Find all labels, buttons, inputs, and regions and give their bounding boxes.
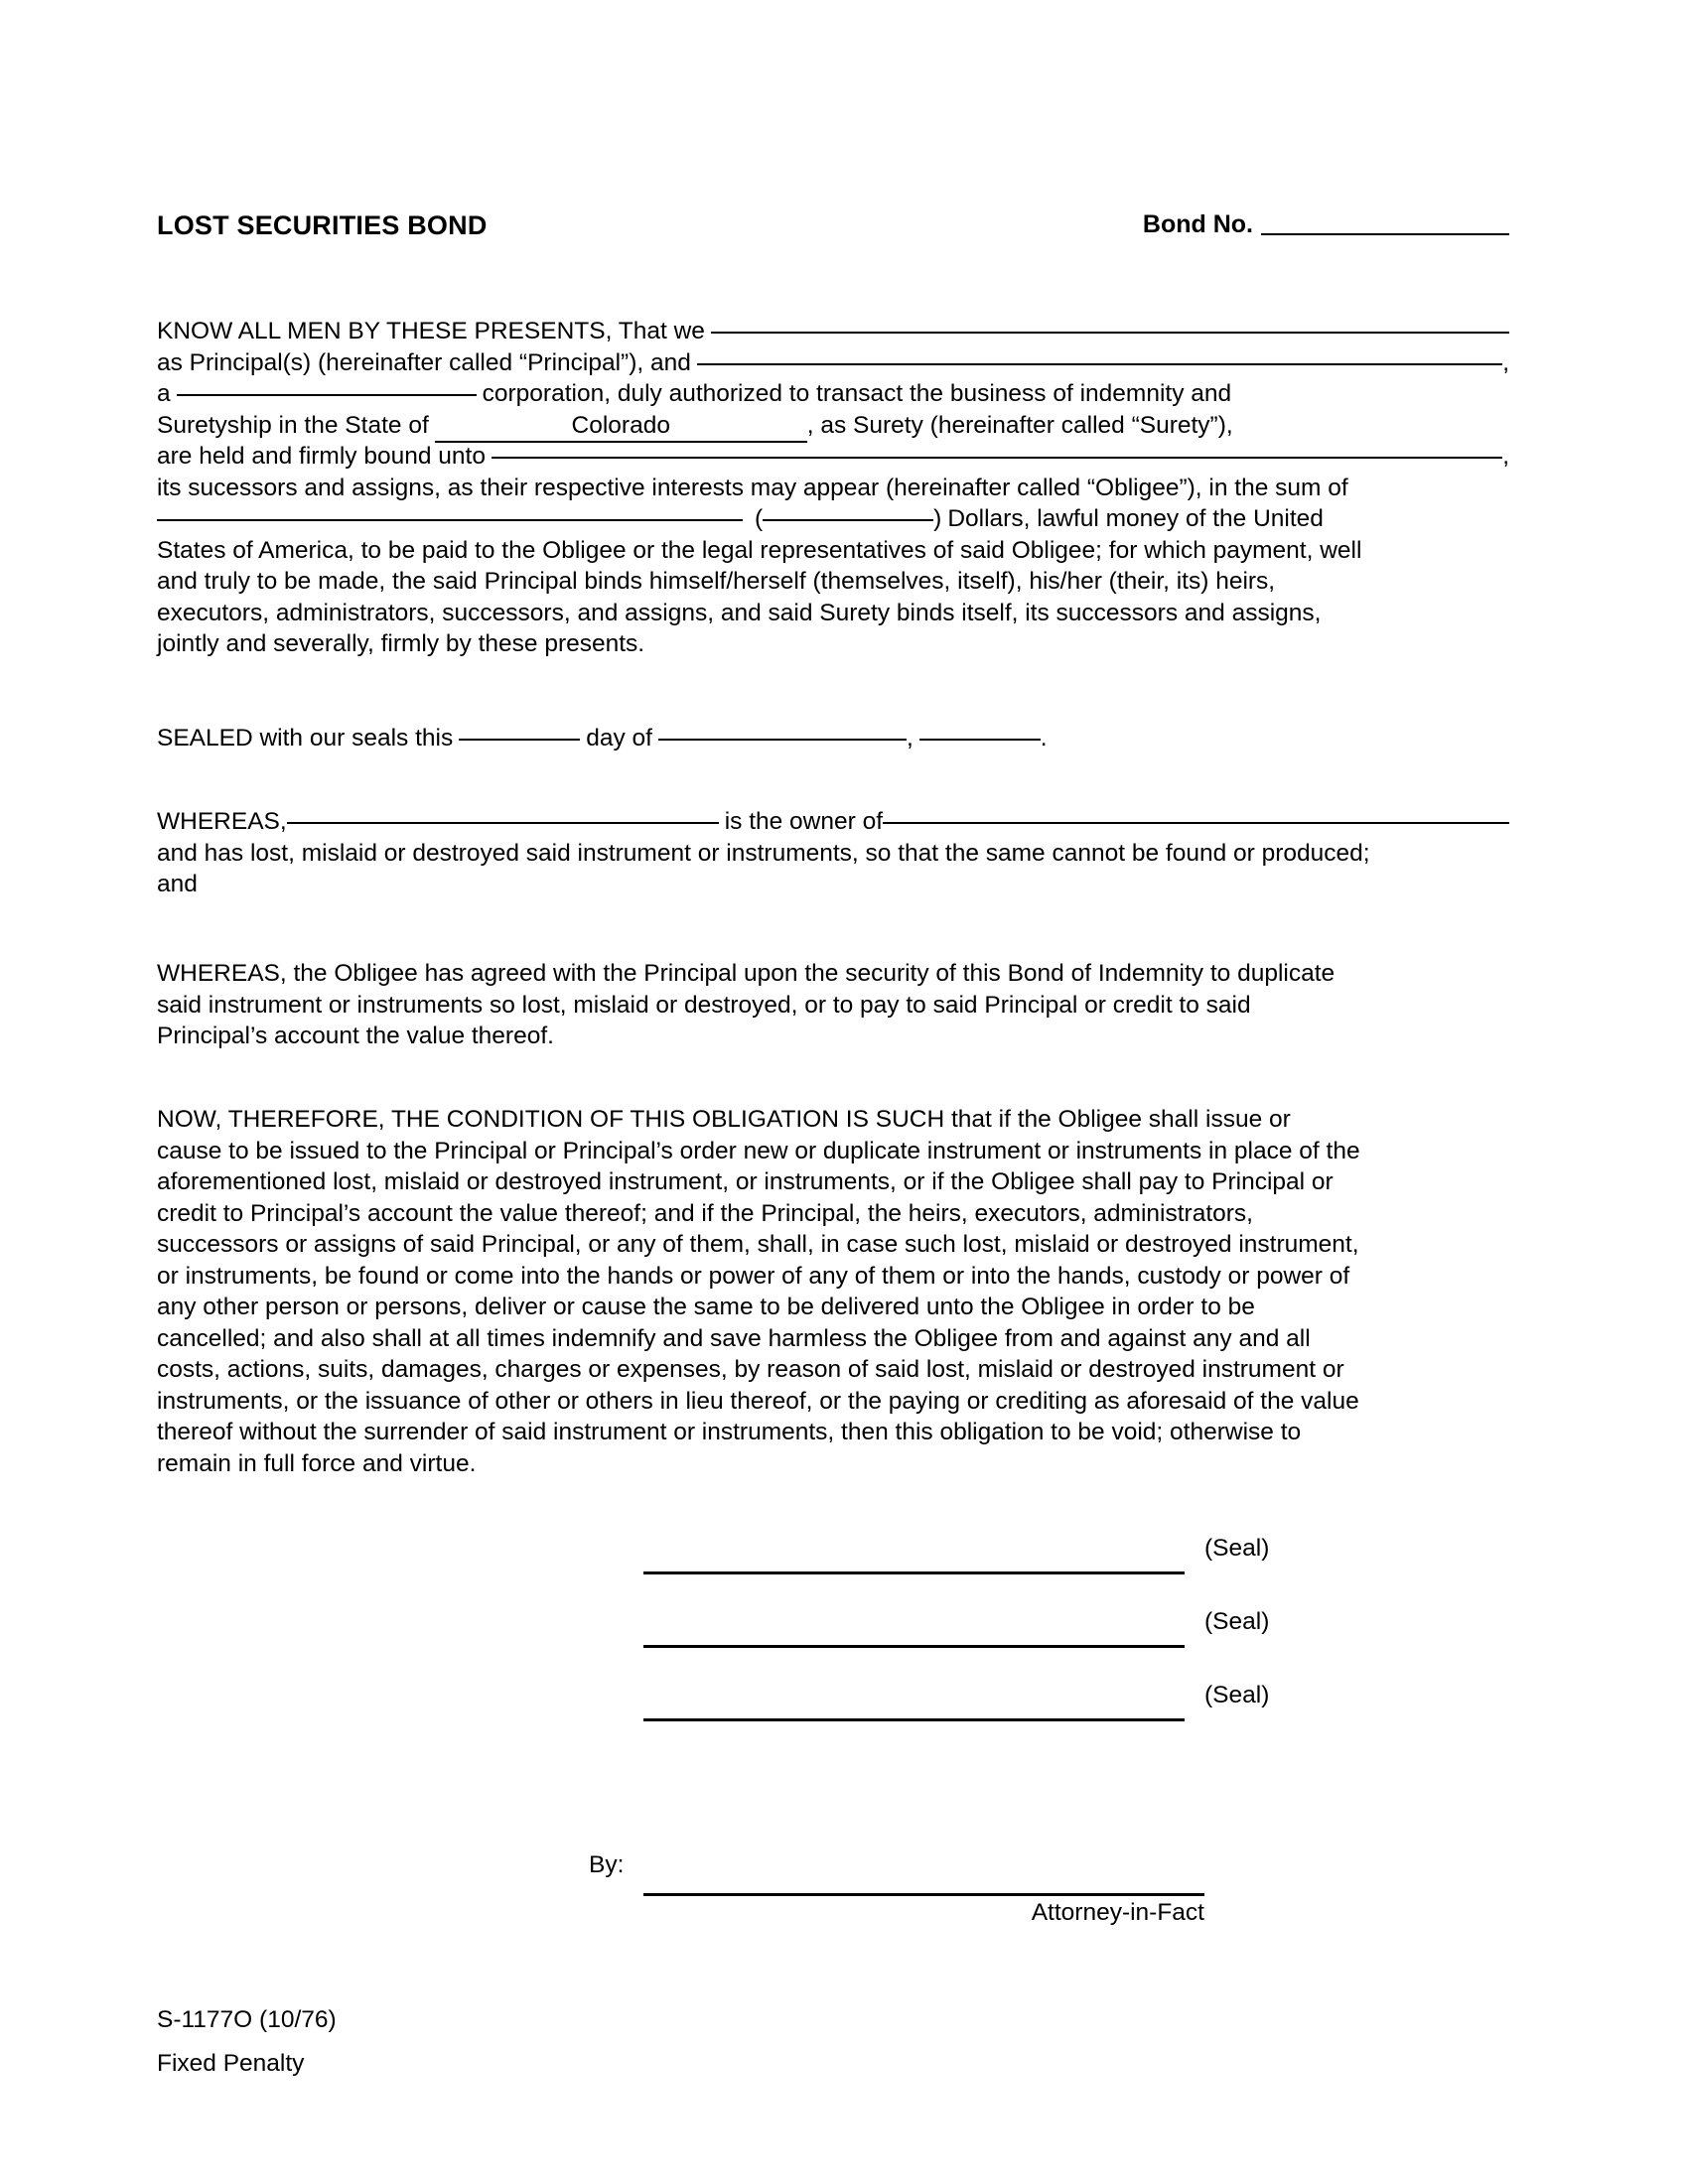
condition-line-6: or instruments, be found or come into the hands or power of any of them or into the hands, custody or power of — [157, 1262, 1350, 1290]
sealed-midtext: day of — [586, 725, 652, 751]
sealed-period: . — [1040, 725, 1048, 751]
condition-line-10: instruments, or the issuance of other or others in lieu thereof, or the paying or crediting as aforesaid of the value — [157, 1387, 1359, 1415]
seal-label-1: (Seal) — [1204, 1535, 1270, 1562]
condition-line-7: any other person or persons, deliver or cause the same to be delivered unto the Obligee in order to be — [157, 1294, 1255, 1320]
recital-line-4-text: , as Surety (hereinafter called “Surety”), — [806, 411, 1233, 439]
form-number: S-1177O (10/76) — [157, 2006, 337, 2033]
owner-name-blank[interactable] — [287, 822, 719, 824]
signature-row-3 — [157, 1656, 1509, 1729]
whereas-one-block — [157, 806, 1509, 900]
seal-month-blank[interactable] — [658, 739, 907, 741]
seal-year-blank[interactable] — [919, 739, 1041, 741]
whereas-two-line-2: said instrument or instruments so lost, mislaid or destroyed, or to pay to said Principal or credit to said — [157, 991, 1251, 1019]
recital-line-1-text: KNOW ALL MEN BY THESE PRESENTS, That we — [157, 318, 705, 344]
condition-line-4: credit to Principal’s account the value thereof; and if the Principal, the heirs, executors, administrators, — [157, 1199, 1253, 1227]
seal-label-3: (Seal) — [1204, 1682, 1270, 1708]
condition-line-1: NOW, THEREFORE, THE CONDITION OF THIS OBLIGATION IS SUCH that if the Obligee shall issue or — [157, 1106, 1291, 1133]
whereas-two-block — [157, 958, 1509, 1052]
signature-line-1[interactable] — [643, 1571, 1185, 1574]
signature-row-1 — [157, 1509, 1509, 1582]
penalty-type: Fixed Penalty — [157, 2050, 305, 2077]
recital-line-5-comma: , — [1502, 443, 1509, 470]
whereas-two-line-3: Principal’s account the value thereof. — [157, 1023, 554, 1049]
suretyship-state-blank-rule — [435, 441, 807, 443]
recital-line-7 — [157, 503, 1509, 535]
recital-line-5 — [157, 441, 1509, 473]
condition-line-11: thereof without the surrender of said instrument or instruments, then this obligation to be void; otherwise to — [157, 1419, 1302, 1445]
sum-close-paren: ) — [933, 505, 942, 532]
recital-line-7-text: Dollars, lawful money of the United — [947, 505, 1324, 532]
condition-line-9: costs, actions, suits, damages, charges or expenses, by reason of said lost, mislaid or destroyed instrument or — [157, 1356, 1344, 1383]
recital-line-6: its sucessors and assigns, as their respective interests may appear (hereinafter called “Obligee”), in the sum of — [157, 474, 1348, 501]
signature-line-3[interactable] — [643, 1718, 1185, 1721]
condition-line-5: successors or assigns of said Principal, or any of them, shall, in case such lost, mislaid or destroyed instrument, — [157, 1231, 1359, 1258]
recital-line-3-prefix: a — [157, 380, 171, 407]
sealed-prefix: SEALED with our seals this — [157, 725, 454, 751]
signature-row-2 — [157, 1582, 1509, 1656]
sealed-comma: , — [906, 725, 914, 751]
recital-line-4-prefix: Suretyship in the State of — [157, 411, 429, 439]
principal-name-blank[interactable] — [711, 332, 1509, 334]
recital-line-8: States of America, to be paid to the Obligee or the legal representatives of said Obligee; for which payment, well — [157, 536, 1362, 564]
recital-line-2 — [157, 347, 1509, 379]
sealed-block — [157, 723, 1509, 754]
recital-line-10: executors, administrators, successors, and assigns, and said Surety binds itself, its successors and assigns, — [157, 599, 1322, 626]
surety-name-blank[interactable] — [697, 363, 1502, 365]
suretyship-state-field[interactable] — [435, 410, 807, 442]
seal-label-2: (Seal) — [1204, 1608, 1270, 1635]
bond-number-field[interactable] — [1143, 210, 1509, 239]
seal-day-blank[interactable] — [459, 739, 580, 741]
whereas-two-line-1: WHEREAS, the Obligee has agreed with the Principal upon the security of this Bond of Indemnity to duplicate — [157, 960, 1336, 987]
attorney-in-fact-label: Attorney-in-Fact — [1031, 1899, 1204, 1926]
corporation-state-blank[interactable] — [177, 394, 477, 396]
condition-line-3: aforementioned lost, mislaid or destroyed instrument, or instruments, or if the Obligee shall pay to Principal or — [157, 1168, 1334, 1195]
instrument-description-blank[interactable] — [883, 822, 1509, 824]
recital-line-3 — [157, 378, 1509, 410]
attorney-signature-line[interactable] — [643, 1893, 1204, 1896]
suretyship-state-value: Colorado — [571, 411, 670, 439]
condition-line-12: remain in full force and virtue. — [157, 1449, 477, 1477]
bond-number-blank[interactable] — [1261, 233, 1509, 235]
recital-line-2-text: as Principal(s) (hereinafter called “Principal”), and — [157, 348, 691, 376]
condition-block — [157, 1104, 1509, 1479]
whereas-one-prefix: WHEREAS, — [157, 808, 287, 835]
sum-open-paren: ( — [755, 505, 764, 532]
obligee-name-blank[interactable] — [492, 457, 1502, 459]
recital-line-3-text: corporation, duly authorized to transact the business of indemnity and — [482, 380, 1232, 407]
recital-block — [157, 316, 1509, 660]
sum-words-blank[interactable] — [157, 519, 743, 521]
recital-line-2-comma: , — [1502, 348, 1509, 376]
signature-line-2[interactable] — [643, 1645, 1185, 1648]
document-footer — [157, 1998, 337, 2086]
whereas-one-line-2: and has lost, mislaid or destroyed said instrument or instruments, so that the same cannot be found or produced; — [157, 839, 1370, 867]
whereas-one-line-1 — [157, 806, 1509, 838]
whereas-one-midtext: is the owner of — [724, 808, 884, 835]
condition-line-2: cause to be issued to the Principal or Principal’s order new or duplicate instrument or instruments in place of the — [157, 1137, 1360, 1164]
sealed-line — [157, 723, 1509, 754]
recital-line-9: and truly to be made, the said Principal binds himself/herself (themselves, itself), his/her (their, its) heirs, — [157, 568, 1276, 595]
recital-line-11: jointly and severally, firmly by these presents. — [157, 630, 645, 657]
recital-line-1 — [157, 316, 1509, 347]
by-label: By: — [589, 1851, 625, 1878]
recital-line-4 — [157, 410, 1509, 442]
recital-line-5-prefix: are held and firmly bound unto — [157, 443, 486, 470]
bond-number-label: Bond No. — [1142, 210, 1253, 238]
page-title: LOST SECURITIES BOND — [157, 210, 488, 240]
sum-figures-blank[interactable] — [763, 519, 933, 521]
whereas-one-line-3: and — [157, 871, 198, 897]
signature-area — [157, 1509, 1509, 1729]
document-header — [157, 210, 1509, 250]
condition-line-8: cancelled; and also shall at all times indemnify and save harmless the Obligee from and against any and all — [157, 1324, 1311, 1352]
